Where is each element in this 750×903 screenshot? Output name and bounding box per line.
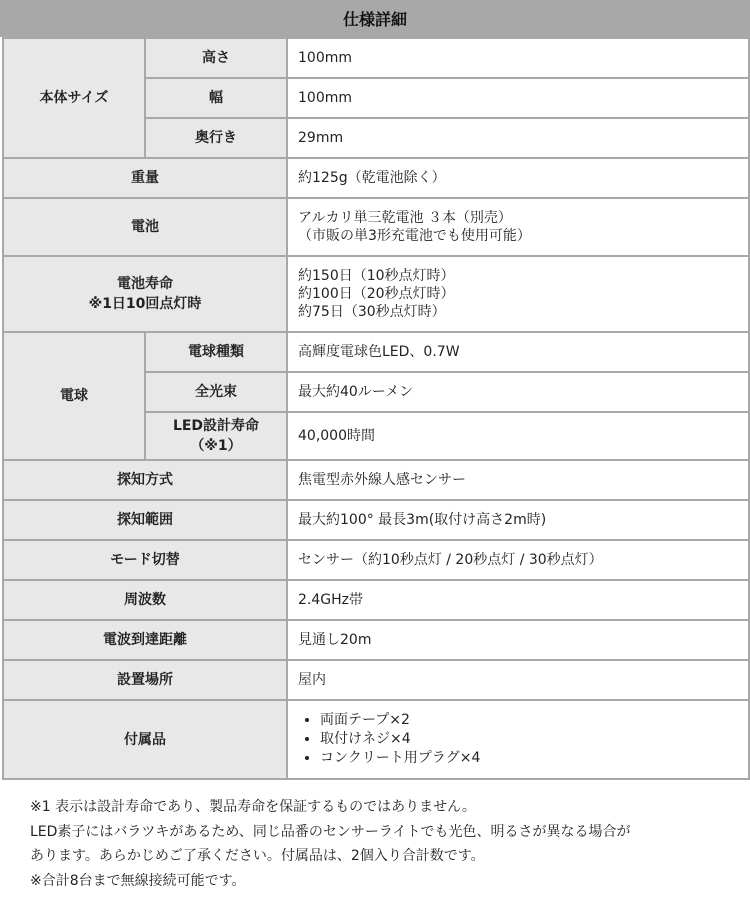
led-life-value: 40,000時間 xyxy=(287,412,749,460)
bulb-label: 電球 xyxy=(3,332,145,460)
mode-value: センサー（約10秒点灯 / 20秒点灯 / 30秒点灯） xyxy=(287,540,749,580)
detection-method-value: 焦電型赤外線人感センサー xyxy=(287,460,749,500)
frequency-label: 周波数 xyxy=(3,580,287,620)
height-label: 高さ xyxy=(145,38,287,78)
luminous-flux-value: 最大約40ルーメン xyxy=(287,372,749,412)
footnotes xyxy=(30,795,750,893)
footnote-line: あります。あらかじめご了承ください。付属品は、2個入り合計数です。 xyxy=(30,848,485,864)
battery-life-label xyxy=(3,256,287,332)
bulb-type-value: 高輝度電球色LED、0.7W xyxy=(287,332,749,372)
depth-label: 奥行き xyxy=(145,118,287,158)
led-life-label-line: LED設計寿命 xyxy=(172,418,260,434)
frequency-value: 2.4GHz帯 xyxy=(287,580,749,620)
battery-life-label-line: 電池寿命 xyxy=(117,276,173,292)
location-label: 設置場所 xyxy=(3,660,287,700)
accessories-value xyxy=(287,700,749,779)
distance-value: 見通し20m xyxy=(287,620,749,660)
battery-life-label-line: ※1日10回点灯時 xyxy=(88,296,202,312)
page-title: 仕様詳細 xyxy=(0,0,750,37)
led-life-label-line: （※1） xyxy=(190,438,242,454)
detection-range-label: 探知範囲 xyxy=(3,500,287,540)
depth-value: 29mm xyxy=(287,118,749,158)
accessories-list xyxy=(298,711,738,768)
battery-life-value-line: 約150日（10秒点灯時） xyxy=(298,268,455,284)
distance-label: 電波到達距離 xyxy=(3,620,287,660)
led-life-label xyxy=(145,412,287,460)
accessories-label: 付属品 xyxy=(3,700,287,779)
height-value: 100mm xyxy=(287,38,749,78)
battery-life-value xyxy=(287,256,749,332)
footnote-line: ※合計8台まで無線接続可能です。 xyxy=(30,872,246,889)
spec-table xyxy=(2,37,750,780)
list-item: • コンクリート用プラグ×4 xyxy=(320,749,738,768)
bulb-type-label: 電球種類 xyxy=(145,332,287,372)
detection-method-label: 探知方式 xyxy=(3,460,287,500)
battery-life-value-line: 約75日（30秒点灯時） xyxy=(298,304,446,320)
width-value: 100mm xyxy=(287,78,749,118)
battery-label: 電池 xyxy=(3,198,287,256)
detection-range-value: 最大約100° 最長3m(取付け高さ2m時) xyxy=(287,500,749,540)
location-value: 屋内 xyxy=(287,660,749,700)
footnote-line: ※1 表示は設計寿命であり、製品寿命を保証するものではありません。 xyxy=(30,799,476,815)
list-item: • 両面テープ×2 xyxy=(320,711,738,730)
body-size-label: 本体サイズ xyxy=(3,38,145,158)
width-label: 幅 xyxy=(145,78,287,118)
battery-value xyxy=(287,198,749,256)
battery-life-value-line: 約100日（20秒点灯時） xyxy=(298,286,455,302)
mode-label: モード切替 xyxy=(3,540,287,580)
battery-value-line: （市販の単3形充電池でも使用可能） xyxy=(298,228,531,244)
weight-value: 約125g（乾電池除く） xyxy=(287,158,749,198)
luminous-flux-label: 全光束 xyxy=(145,372,287,412)
battery-value-line: アルカリ単三乾電池 ３本（別売） xyxy=(298,210,512,226)
footnote-line: LED素子にはバラツキがあるため、同じ品番のセンサーライトでも光色、明るさが異なる場合が xyxy=(30,823,631,840)
list-item: • 取付けネジ×4 xyxy=(320,730,738,749)
weight-label: 重量 xyxy=(3,158,287,198)
